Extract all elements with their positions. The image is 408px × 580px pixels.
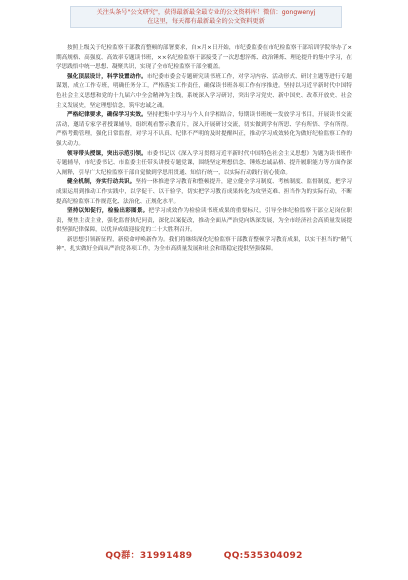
paragraph-3 bbox=[56, 111, 352, 149]
paragraph-lead: 健全机制，夯实行动共识。 bbox=[67, 179, 136, 186]
paragraph-text: 按照上级关于纪检监察干部教育整顿的部署要求，自×月×日开始，市纪委监委在市纪检监察干部培训学院举办了×期高规格、高强度、高效率专题读书班，××名纪检监察干部接受了一次思想淬炼、政治锤炼、理论提升的集中学习，在学思践悟中统一思想、凝聚共识，实现了全市纪检监察干部全覆盖。 bbox=[56, 45, 352, 71]
paragraph-lead: 严格纪律要求，确保学习实效。 bbox=[67, 112, 147, 119]
paragraph-2 bbox=[56, 73, 352, 111]
contact-footer bbox=[0, 548, 408, 561]
qq-number: QQ:535304092 bbox=[223, 551, 303, 561]
paragraph-text: 新思想引领新征程，新使命呼唤新作为。我们将继续深化纪检监察干部教育整顿学习教育成果，以实干担当的"精气神"，扎实做好全面从严治党各项工作，为全市高质量发展和社会和谐稳定提供坚强保障。 bbox=[56, 236, 352, 253]
paragraph-lead: 坚持以知促行，检验出彩图景。 bbox=[67, 208, 149, 215]
document-body bbox=[56, 44, 352, 255]
paragraph-4 bbox=[56, 150, 352, 179]
paragraph-text: 市委书记以《深入学习贯彻习近平新时代中国特色社会主义思想》为题为读书班作专题辅导，市纪委书记、市监委主任带头讲授专题党课，围绕坚定理想信念、锤炼忠诚品格、提升履职能力等方面作深入阐释，引导广大纪检监察干部自觉做到学思用贯通、知信行统一，以实际行动践行初心使命。 bbox=[56, 150, 352, 176]
paragraph-7 bbox=[56, 236, 352, 255]
paragraph-1 bbox=[56, 44, 352, 73]
paragraph-6 bbox=[56, 207, 352, 236]
paragraph-text: 把学习成效作为检验读书班成果的重要标尺，引导全体纪检监察干部立足岗位职责，聚焦主责主业，强化监督执纪问责，深化以案促改，推动全面从严治党向纵深发展，为全市经济社会高质量发展提供坚强纪律保障，以优异成绩迎接党的二十大胜利召开。 bbox=[56, 208, 352, 234]
banner-line-2: 在这里，每天都有最新最全的公文资料更新 bbox=[147, 18, 265, 25]
paragraph-text: 市纪委市委会专题研究读书班工作，对学习内容、活动形式、研讨主题等进行专题谋划，成立工作专班，明确任务分工，严格落实工作责任，确保读书班各项工作有序推进。坚持以习近平新时代中国特色社会主义思想和党的十九届六中全会精神为主线，系统深入学习研讨，突出学习党史、新中国史、改革开放史、社会主义发展史，坚定理想信念，筑牢忠诚之魂。 bbox=[56, 73, 352, 109]
banner-line-1: 关注头条号"公文研究"，获得最新最全最专业的公文资料库！微信：gongwenyj bbox=[96, 9, 316, 16]
qq-group: QQ群：31991489 bbox=[105, 551, 193, 561]
promo-banner bbox=[70, 6, 342, 28]
paragraph-lead: 领导带头授课，突出示范引领。 bbox=[67, 150, 147, 157]
paragraph-text: 坚持把集中学习与个人自学相结合，每期读书班统一发放学习书目，开展读书交流活动，邀请专家学者授课辅导，组织观看警示教育片，深入开展研讨交流，切实做到学有所思、学有所悟、学有所得。严格考勤管理，强化日常监督，对学习不认真、纪律不严明的及时提醒纠正，推动学习成效转化为做好纪检监察工作的强大动力。 bbox=[56, 112, 352, 147]
paragraph-lead: 强化顶层设计，科学设置动作。 bbox=[67, 73, 147, 80]
paragraph-5 bbox=[56, 178, 352, 207]
paragraph-text: 坚持一体推进学习教育和整顿提升，建立健全学习制度、考核制度、监督制度，把学习成果运用到推动工作实践中，以学促干、以干验学，切实把学习教育成果转化为攻坚克难、担当作为的实际行动，不断提高纪检监察工作规范化、法治化、正规化水平。 bbox=[56, 179, 352, 205]
